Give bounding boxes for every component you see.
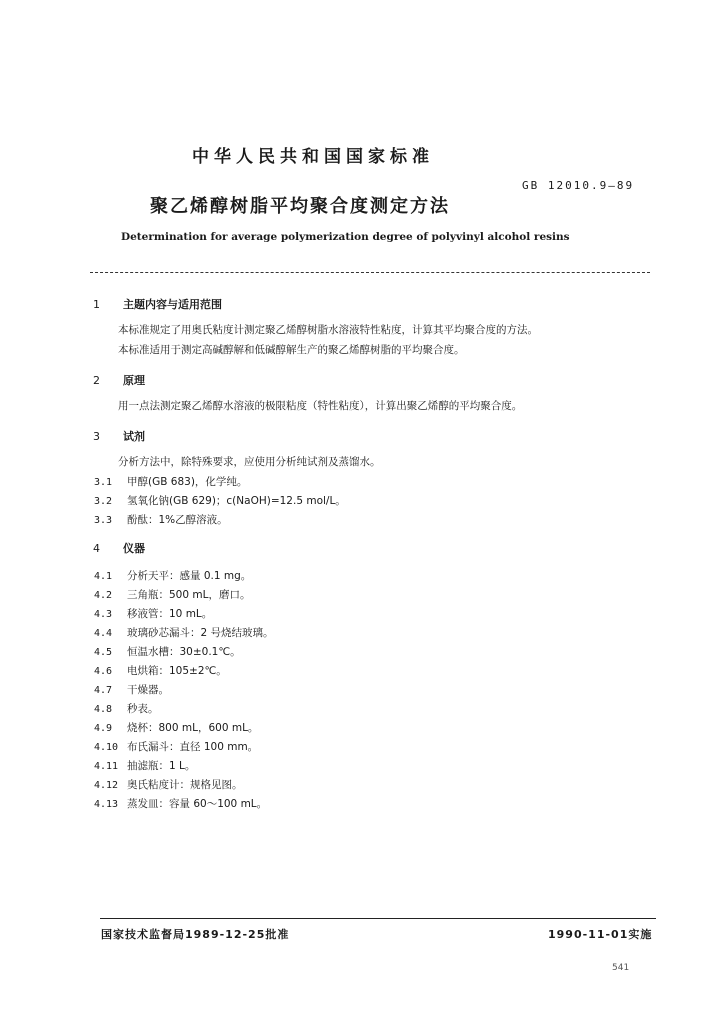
list-item bbox=[94, 663, 227, 678]
national-standard-heading: 中华人民共和国国家标准 bbox=[192, 147, 434, 167]
list-item bbox=[94, 474, 247, 489]
item-number: 4.13 bbox=[94, 799, 119, 810]
paragraph: 分析方法中，除特殊要求，应使用分析纯试剂及蒸馏水。 bbox=[118, 456, 381, 468]
section-heading bbox=[93, 428, 145, 444]
document-title: 聚乙烯醇树脂平均聚合度测定方法 bbox=[150, 196, 450, 217]
item-text: 移液管：10 mL。 bbox=[127, 608, 213, 620]
paragraph: 本标准适用于测定高碱醇解和低碱醇解生产的聚乙烯醇树脂的平均聚合度。 bbox=[118, 344, 465, 356]
document-subtitle-english: Determination for average polymerization degree of polyvinyl alcohol resins bbox=[121, 231, 570, 243]
section-title: 原理 bbox=[123, 374, 145, 387]
item-number: 4.11 bbox=[94, 761, 119, 772]
item-number: 4.10 bbox=[94, 742, 119, 753]
item-number: 3.3 bbox=[94, 515, 113, 526]
section-number: 4 bbox=[93, 542, 100, 555]
list-item bbox=[94, 568, 251, 583]
item-text: 干燥器。 bbox=[127, 684, 169, 696]
item-number: 3.2 bbox=[94, 496, 113, 507]
item-text: 三角瓶：500 mL，磨口。 bbox=[127, 589, 251, 601]
list-item bbox=[94, 493, 346, 508]
section-title: 试剂 bbox=[123, 430, 145, 443]
list-item bbox=[94, 758, 195, 773]
section-heading bbox=[93, 540, 145, 556]
item-number: 4.4 bbox=[94, 628, 113, 639]
list-item bbox=[94, 777, 243, 792]
standard-code: GB 12010.9—89 bbox=[522, 179, 635, 192]
item-number: 4.9 bbox=[94, 723, 113, 734]
page-number: 541 bbox=[612, 963, 630, 973]
approval-date: 国家技术监督局1989-12-25批准 bbox=[101, 928, 290, 941]
section-number: 2 bbox=[93, 374, 100, 387]
list-item bbox=[94, 644, 241, 659]
item-text: 电烘箱：105±2℃。 bbox=[127, 665, 227, 677]
item-text: 玻璃砂芯漏斗：2 号烧结玻璃。 bbox=[127, 627, 274, 639]
item-number: 4.2 bbox=[94, 590, 113, 601]
section-title: 主题内容与适用范围 bbox=[123, 298, 222, 311]
item-text: 奥氏粘度计：规格见图。 bbox=[127, 779, 243, 791]
list-item bbox=[94, 512, 228, 527]
header-rule bbox=[90, 272, 650, 273]
item-number: 4.5 bbox=[94, 647, 113, 658]
item-text: 酚酞：1%乙醇溶液。 bbox=[127, 514, 228, 526]
list-item bbox=[94, 682, 169, 697]
section-title: 仪器 bbox=[123, 542, 145, 555]
list-item bbox=[94, 587, 250, 602]
item-text: 抽滤瓶：1 L。 bbox=[127, 760, 196, 772]
item-text: 布氏漏斗：直径 100 mm。 bbox=[127, 741, 259, 753]
section-heading bbox=[93, 372, 145, 388]
item-number: 4.6 bbox=[94, 666, 113, 677]
list-item bbox=[94, 739, 258, 754]
item-text: 恒温水槽：30±0.1℃。 bbox=[127, 646, 241, 658]
section-number: 3 bbox=[93, 430, 100, 443]
section-number: 1 bbox=[93, 298, 100, 311]
item-number: 4.3 bbox=[94, 609, 113, 620]
list-item bbox=[94, 796, 267, 811]
effective-date: 1990-11-01实施 bbox=[548, 928, 653, 941]
item-text: 烧杯：800 mL，600 mL。 bbox=[127, 722, 259, 734]
list-item bbox=[94, 606, 212, 621]
item-number: 4.7 bbox=[94, 685, 113, 696]
item-number: 4.8 bbox=[94, 704, 113, 715]
paragraph: 用一点法测定聚乙烯醇水溶液的极限粘度（特性粘度），计算出聚乙烯醇的平均聚合度。 bbox=[118, 400, 523, 412]
item-text: 甲醇(GB 683)，化学纯。 bbox=[127, 476, 248, 488]
item-text: 蒸发皿：容量 60～100 mL。 bbox=[127, 798, 268, 810]
item-number: 3.1 bbox=[94, 477, 113, 488]
paragraph: 本标准规定了用奥氏粘度计测定聚乙烯醇树脂水溶液特性粘度，计算其平均聚合度的方法。 bbox=[118, 324, 538, 336]
item-text: 氢氧化钠(GB 629)；c(NaOH)=12.5 mol/L。 bbox=[127, 495, 346, 507]
list-item bbox=[94, 625, 274, 640]
item-text: 秒表。 bbox=[127, 703, 159, 715]
list-item bbox=[94, 701, 159, 716]
item-number: 4.1 bbox=[94, 571, 113, 582]
item-number: 4.12 bbox=[94, 780, 119, 791]
section-heading bbox=[93, 296, 222, 312]
item-text: 分析天平：感量 0.1 mg。 bbox=[127, 570, 252, 582]
footer-rule bbox=[100, 918, 656, 919]
list-item bbox=[94, 720, 258, 735]
